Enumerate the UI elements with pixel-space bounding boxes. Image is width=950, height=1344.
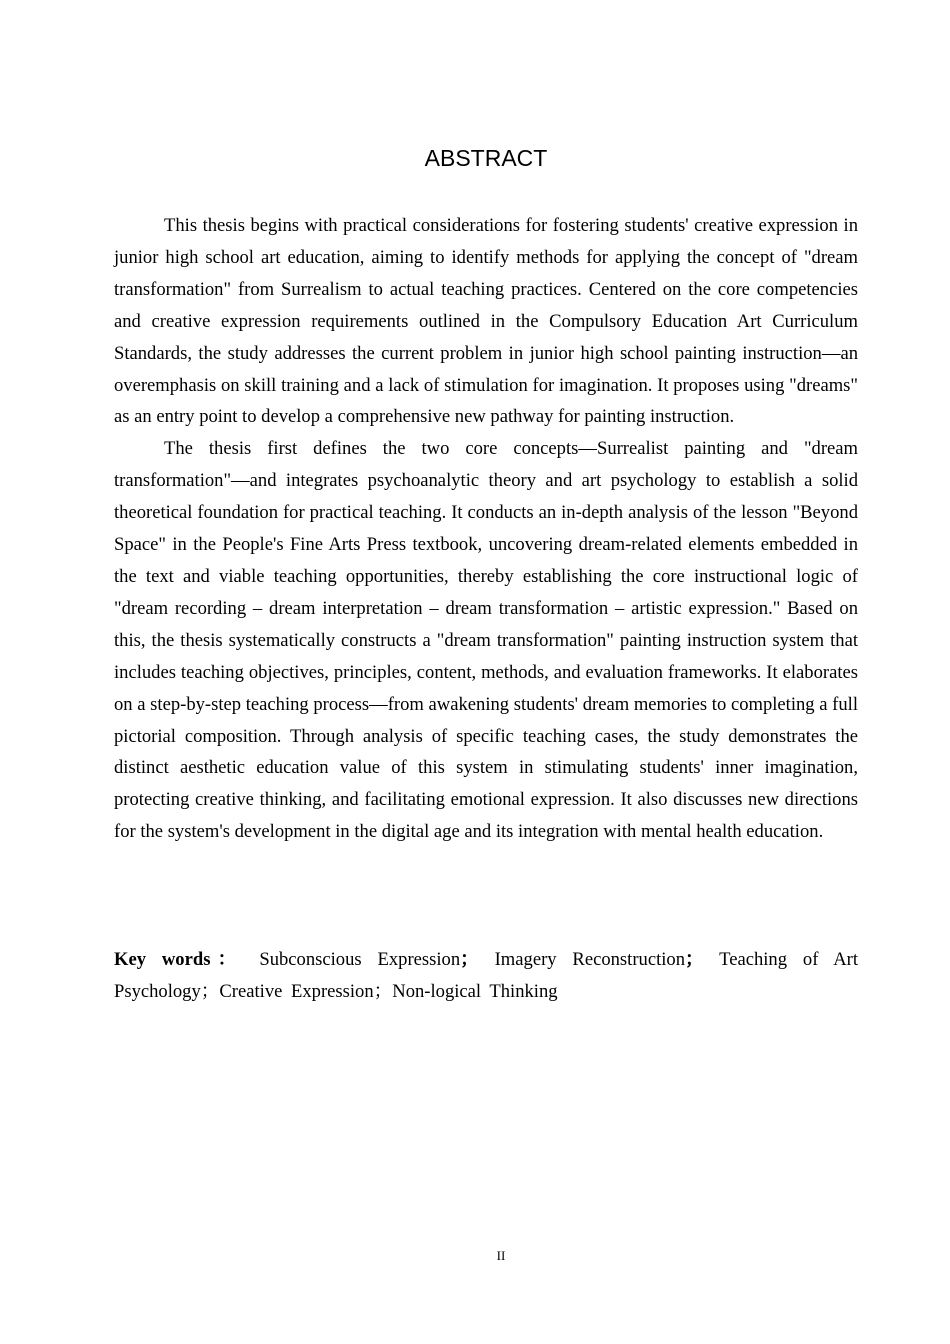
keywords-section — [114, 944, 858, 1008]
abstract-body — [114, 210, 858, 848]
abstract-paragraph-1: This thesis begins with practical considerations for fostering students' creative expression in junior high school art education, aiming to identify methods for applying the concept of "dream transformation" from Surrealism to actual teaching practices. Centered on the core competencies and creative expression requirements outlined in the Compulsory Education Art Curriculum Standards, the study addresses the current problem in junior high school painting instruction—an overemphasis on skill training and a lack of stimulation for imagination. It proposes using "dreams" as an entry point to develop a comprehensive new pathway for painting instruction. — [114, 215, 858, 428]
abstract-title: ABSTRACT — [424, 145, 548, 171]
keyword-item: Imagery Reconstruction — [494, 949, 685, 970]
abstract-paragraph-2: The thesis first defines the two core concepts—Surrealist painting and "dream transformation"—and integrates psychoanalytic theory and art psychology to establish a solid theoretical foundation for practical teaching. It conducts an in-depth analysis of the lesson "Beyond Space" in the People's Fine Arts Press textbook, uncovering dream-related elements embedded in the text and viable teaching opportunities, thereby establishing the core instructional logic of "dream recording – dream interpretation – dream transformation – artistic expression." Based on this, the thesis systematically constructs a "dream transformation" painting instruction system that includes teaching objectives, principles, content, methods, and evaluation frameworks. It elaborates on a step-by-step teaching process—from awakening students' dream memories to completing a full pictorial composition. Through analysis of specific teaching cases, the study demonstrates the distinct aesthetic education value of this system in stimulating students' inner imagination, protecting creative thinking, and facilitating emotional expression. It also discusses new directions for the system's development in the digital age and its integration with mental health education. — [114, 438, 858, 843]
keyword-item: Non-logical Thinking — [392, 980, 558, 1002]
keywords-label: Key words： — [114, 949, 244, 970]
keyword-separator: ； — [200, 980, 220, 1002]
page-number: II — [496, 1248, 506, 1263]
keyword-separator: ； — [685, 949, 704, 970]
keyword-item: Creative Expression — [219, 980, 374, 1002]
keyword-item: Subconscious Expression — [259, 949, 461, 970]
keyword-separator: ； — [460, 949, 479, 970]
keyword-item: Teaching of Art Psychology — [114, 949, 859, 1002]
keyword-separator: ； — [373, 980, 393, 1002]
